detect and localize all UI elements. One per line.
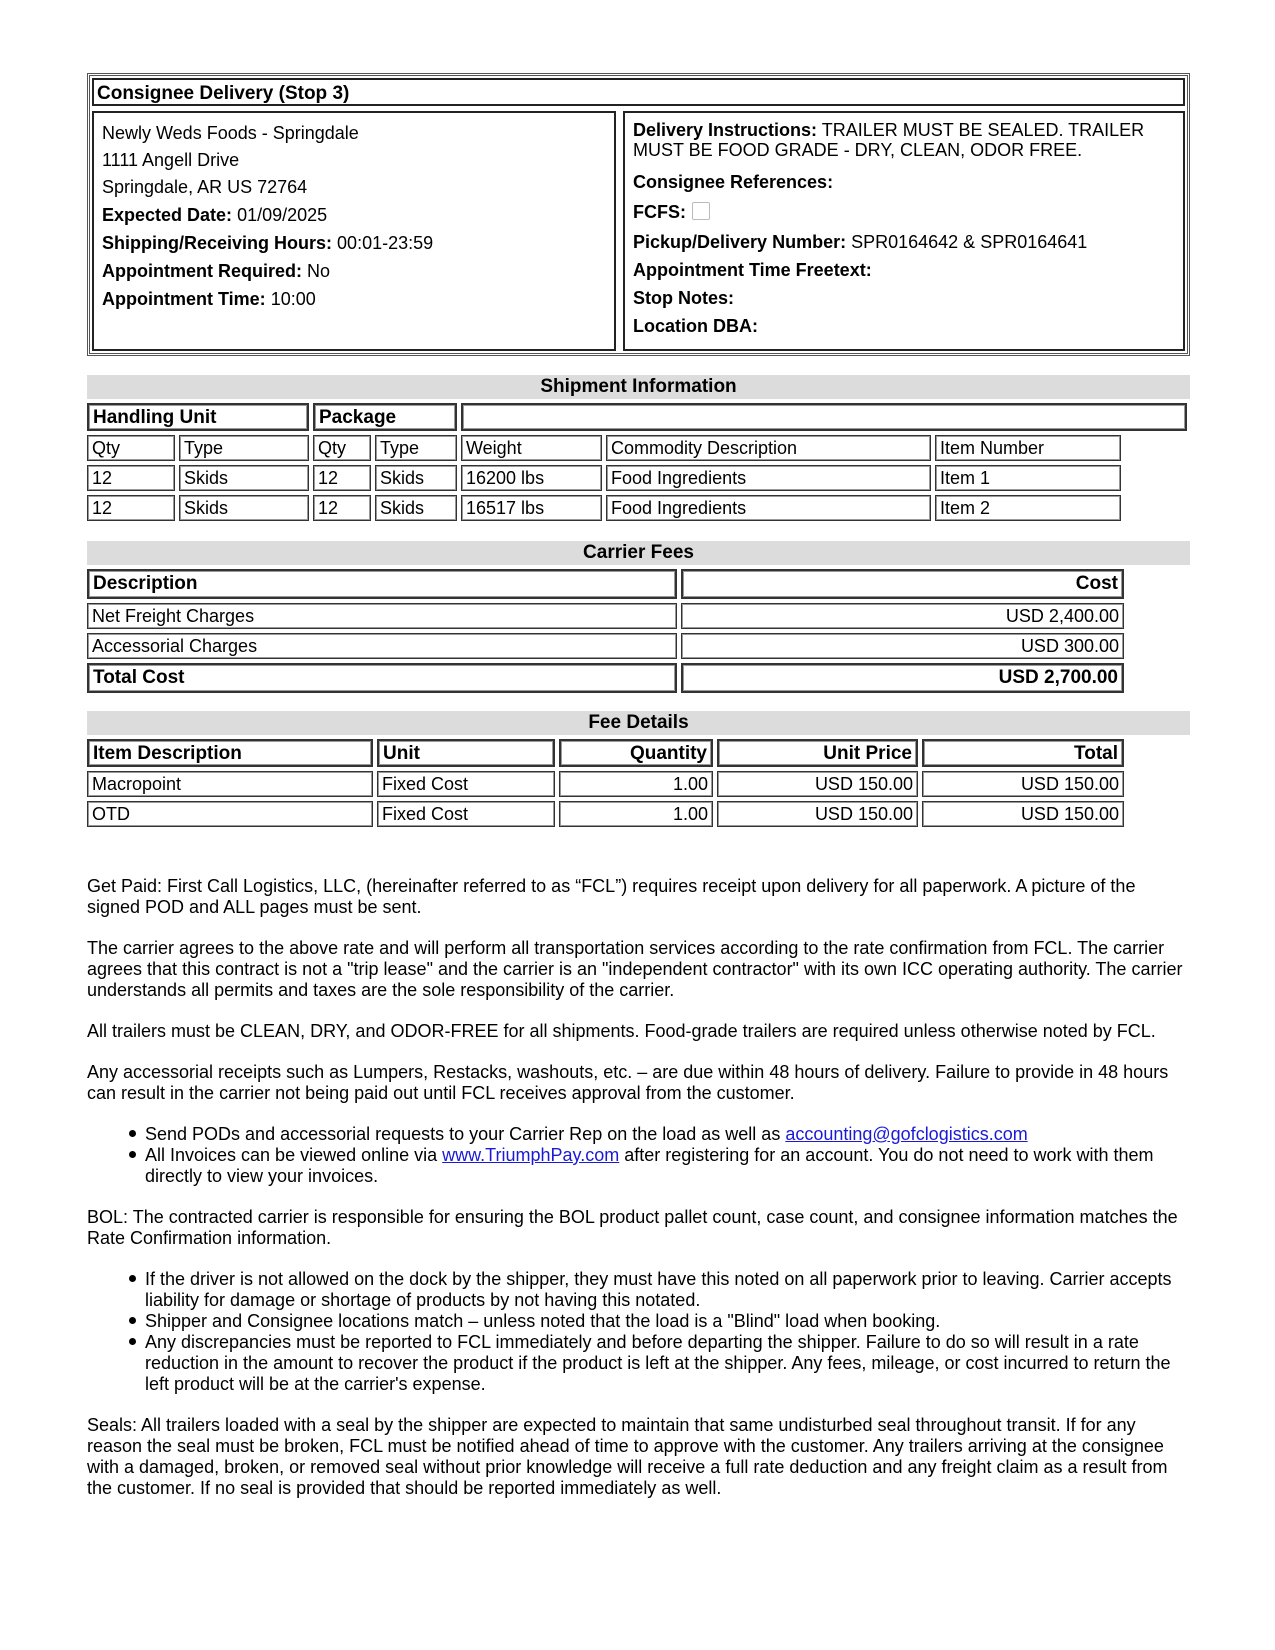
table-cell: Skids	[179, 465, 309, 491]
hours-value: 00:01-23:59	[337, 233, 434, 253]
rate-confirmation-page	[87, 73, 1190, 829]
fee-description: Accessorial Charges	[87, 633, 677, 659]
pickup-delivery-number	[633, 228, 1175, 256]
table-cell: 12	[87, 465, 175, 491]
fee-cost: USD 2,400.00	[681, 603, 1124, 629]
bullet-text: Send PODs and accessorial requests to your Carrier Rep on the load as well as	[145, 1124, 786, 1144]
list-item	[145, 1145, 1187, 1187]
instructions-label: Delivery Instructions:	[633, 120, 818, 140]
column-header: Quantity	[559, 739, 713, 767]
table-cell: Skids	[375, 495, 457, 521]
agreement-paragraph: The carrier agrees to the above rate and will perform all transportation services according to the rate confirmation from FCL. The carrier agrees that this contract is not a "trip lease" and the carrier is an "independent contractor" with its own ICC operating authority. The carrier understands all permits and taxes are the sole responsibility of the carrier.	[87, 938, 1183, 1000]
delivery-details-panel	[623, 111, 1185, 351]
bullet-icon	[129, 1130, 136, 1137]
consignee-name: Newly Weds Foods - Springdale	[102, 123, 359, 143]
seals-paragraph: Seals: All trailers loaded with a seal by the shipper are expected to maintain that same undisturbed seal throughout transit. If for any reason the seal must be broken, FCL must be notified ahead of time to approve with the customer. Any trailers arriving at the consignee with a damaged, broken, or removed seal without prior knowledge will receive a full rate deduction and any freight claim as a result from the customer. If no seal is provided that should be reported immediately as well.	[87, 1415, 1168, 1498]
column-header: Type	[179, 435, 309, 461]
total-cost-value: USD 2,700.00	[681, 663, 1124, 693]
list-item	[145, 1332, 1187, 1395]
bol-list	[87, 1269, 1187, 1395]
table-cell: 1.00	[559, 771, 713, 797]
triumphpay-link[interactable]: www.TriumphPay.com	[442, 1145, 620, 1165]
fcfs-label: FCFS:	[633, 202, 686, 222]
accessorial-paragraph: Any accessorial receipts such as Lumpers, Restacks, washouts, etc. – are due within 48 hours of delivery. Failure to provide in 48 hours can result in the carrier not being paid out until FCL receives approval from the customer.	[87, 1062, 1169, 1103]
total-cost-label: Total Cost	[87, 663, 677, 693]
consignee-address: 1111 Angell Drive	[102, 150, 240, 170]
table-cell: Fixed Cost	[377, 801, 555, 827]
consignee-city: Springdale, AR US 72764	[102, 177, 308, 197]
list-item	[145, 1311, 1187, 1332]
bullet-icon	[129, 1338, 136, 1345]
column-header: Qty	[313, 435, 371, 461]
fee-description: Net Freight Charges	[87, 603, 677, 629]
appointment-time	[102, 285, 606, 313]
fcfs-row	[633, 196, 1175, 228]
column-header: Item Number	[935, 435, 1121, 461]
table-cell: Item 1	[935, 465, 1121, 491]
shipment-information-title: Shipment Information	[87, 375, 1190, 399]
appt-required-value: No	[307, 261, 331, 281]
table-cell: Fixed Cost	[377, 771, 555, 797]
consignee-title: Consignee Delivery (Stop 3)	[92, 78, 1185, 106]
appt-required-label: Appointment Required:	[102, 261, 302, 281]
bullet-text: Shipper and Consignee locations match – unless noted that the load is a "Blind" load when booking.	[145, 1311, 941, 1331]
fee-details-table	[87, 735, 1190, 829]
pickup-number-value: SPR0164642 & SPR0164641	[851, 232, 1088, 252]
table-cell: Macropoint	[87, 771, 373, 797]
description-header: Description	[87, 569, 677, 599]
trailers-paragraph: All trailers must be CLEAN, DRY, and ODOR-FREE for all shipments. Food-grade trailers are required unless otherwise noted by FCL.	[87, 1021, 1156, 1041]
location-dba-label: Location DBA:	[633, 316, 758, 336]
delivery-instructions	[633, 120, 1175, 160]
appointment-required	[102, 257, 606, 285]
handling-unit-header: Handling Unit	[87, 403, 309, 431]
references-label: Consignee References:	[633, 172, 834, 192]
shipment-table	[87, 399, 1190, 521]
bullet-text: All Invoices can be viewed online via	[145, 1145, 443, 1165]
fee-cost: USD 300.00	[681, 633, 1124, 659]
table-cell: Food Ingredients	[606, 495, 931, 521]
get-paid-paragraph: Get Paid: First Call Logistics, LLC, (hereinafter referred to as “FCL”) requires receipt upon delivery for all paperwork. A picture of the signed POD and ALL pages must be sent.	[87, 876, 1136, 917]
table-cell: 16200 lbs	[461, 465, 602, 491]
table-cell: OTD	[87, 801, 373, 827]
list-item	[145, 1269, 1187, 1311]
appt-time-label: Appointment Time:	[102, 289, 266, 309]
pickup-number-label: Pickup/Delivery Number:	[633, 232, 847, 252]
consignee-references	[633, 168, 1175, 196]
blank-header	[461, 403, 1187, 431]
expected-date-value: 01/09/2025	[237, 205, 328, 225]
hours-label: Shipping/Receiving Hours:	[102, 233, 333, 253]
table-cell: USD 150.00	[717, 801, 918, 827]
column-header: Commodity Description	[606, 435, 931, 461]
column-header: Item Description	[87, 739, 373, 767]
table-cell: USD 150.00	[922, 801, 1124, 827]
bol-paragraph: BOL: The contracted carrier is responsible for ensuring the BOL product pallet count, case count, and consignee information matches the Rate Confirmation information.	[87, 1207, 1178, 1248]
fee-details-title: Fee Details	[87, 711, 1190, 735]
consignee-address-panel	[92, 111, 616, 351]
bullet-text: Any discrepancies must be reported to FCL immediately and before departing the shipper. Failure to do so will result in a rate reduction in the amount to recover the product if the product is left at the shipper. Any fees, mileage, or cost incurred to return the left product will be at the carrier's expense.	[145, 1332, 1171, 1394]
bullet-text: after registering for an account. You do not need to work with them directly to view your invoices.	[145, 1145, 1154, 1186]
table-cell: 12	[87, 495, 175, 521]
column-header: Weight	[461, 435, 602, 461]
column-header: Qty	[87, 435, 175, 461]
terms-section	[87, 876, 1187, 1519]
cost-header: Cost	[681, 569, 1124, 599]
bullet-icon	[129, 1151, 136, 1158]
expected-date	[102, 201, 606, 229]
table-cell: USD 150.00	[717, 771, 918, 797]
instructions-value: TRAILER MUST BE SEALED. TRAILER MUST BE FOOD GRADE - DRY, CLEAN, ODOR FREE.	[633, 120, 1145, 160]
consignee-delivery-section	[87, 73, 1190, 356]
column-header: Unit Price	[717, 739, 918, 767]
appt-freetext-label: Appointment Time Freetext:	[633, 260, 872, 280]
table-cell: 16517 lbs	[461, 495, 602, 521]
table-cell: Item 2	[935, 495, 1121, 521]
table-cell: Skids	[375, 465, 457, 491]
expected-date-label: Expected Date:	[102, 205, 233, 225]
accounting-email-link[interactable]: accounting@gofclogistics.com	[785, 1124, 1028, 1144]
carrier-fees-table	[87, 565, 1190, 691]
stop-notes	[633, 284, 1175, 312]
table-cell: 12	[313, 465, 371, 491]
table-cell: 1.00	[559, 801, 713, 827]
appointment-freetext	[633, 256, 1175, 284]
bullet-icon	[129, 1317, 136, 1324]
fcfs-checkbox[interactable]	[692, 202, 710, 220]
table-cell: Food Ingredients	[606, 465, 931, 491]
package-header: Package	[313, 403, 457, 431]
list-item	[145, 1124, 1187, 1145]
table-cell: Skids	[179, 495, 309, 521]
column-header: Total	[922, 739, 1124, 767]
location-dba	[633, 312, 1175, 340]
bullet-icon	[129, 1275, 136, 1282]
table-cell: USD 150.00	[922, 771, 1124, 797]
bullet-text: If the driver is not allowed on the dock by the shipper, they must have this noted on all paperwork prior to leaving. Carrier accepts liability for damage or shortage of products by not having this notated.	[145, 1269, 1172, 1310]
appt-time-value: 10:00	[270, 289, 316, 309]
table-cell: 12	[313, 495, 371, 521]
stop-notes-label: Stop Notes:	[633, 288, 734, 308]
column-header: Type	[375, 435, 457, 461]
carrier-fees-title: Carrier Fees	[87, 541, 1190, 565]
paperwork-list	[87, 1124, 1187, 1187]
receiving-hours	[102, 229, 606, 257]
column-header: Unit	[377, 739, 555, 767]
